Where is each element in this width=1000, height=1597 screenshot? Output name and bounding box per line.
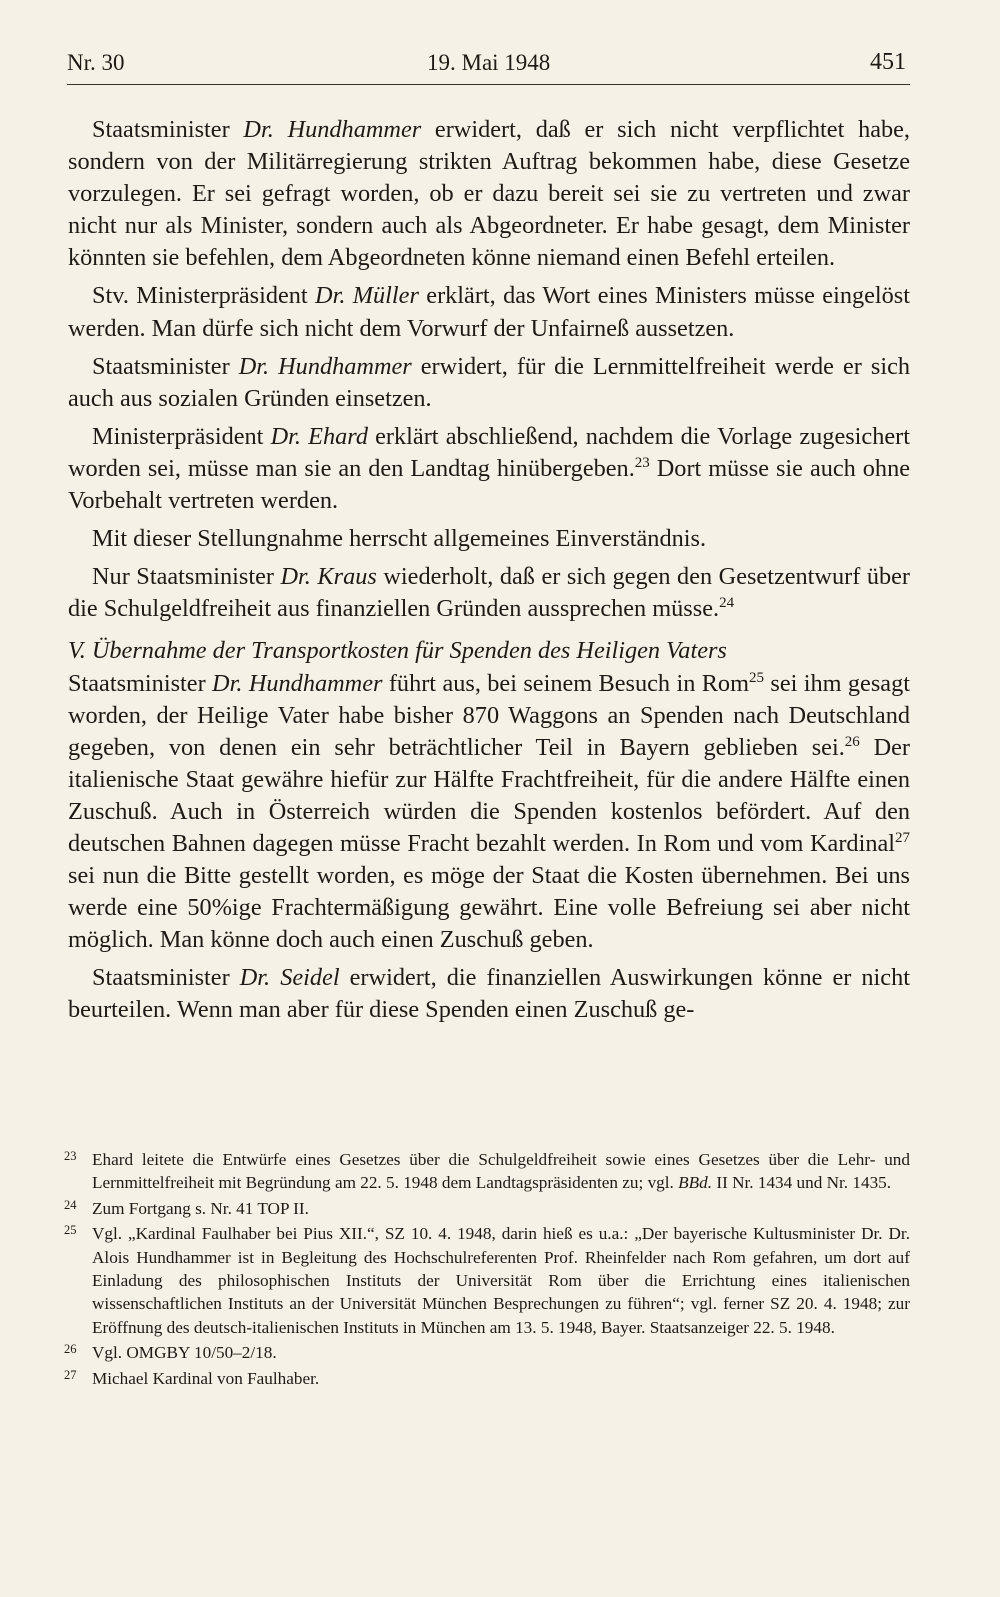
speaker-name: Hundhammer bbox=[278, 352, 412, 380]
footnote-number: 25 bbox=[64, 1223, 77, 1238]
footnote-number: 23 bbox=[64, 1149, 77, 1163]
speaker-name: Müller bbox=[352, 282, 419, 310]
title-dr: Dr. bbox=[315, 282, 346, 310]
paragraph-ehard: Ministerpräsident Dr. Ehard erklärt abschließend, nachdem die Vorlage zugesichert worden sei, müsse man sie an den Landtag hinübergeben.$^{23}$ Dort müsse sie auch ohne Vorbehalt vertreten werden. bbox=[68, 422, 911, 515]
title-dr: Dr. bbox=[280, 563, 311, 591]
title-dr: Dr. bbox=[238, 352, 270, 380]
footnote-number: 27 bbox=[64, 1367, 77, 1382]
paragraph-hundhammer-3: Staatsminister Dr. Hundhammer führt aus, bei seinem Besuch in Rom$^{25}$ sei ihm gesagt worden, der Heilige Vater habe bisher 870 Waggons an Spenden nach Deutschland gegeben, von denen ein sehr beträchtlicher Teil in Bayern geblieben sei.$^{26}$ Der italienische Staat gewähre hiefür zur Hälfte Frachtfreiheit, für die andere Hälfte einen Zuschuß. Auch in Österreich würden die Spenden kostenlos befördert. Auf den deutschen Bahnen dagegen müsse Fracht bezahlt werden. In Rom und vom Kardinal$^{27}$ sei nun die Bitte gestellt worden, es möge der Staat die Kosten übernehmen. Bei uns werde eine 50%ige Frachtermäßigung gewährt. Eine volle Befreiung sei aber nicht möglich. Man könne doch auch einen Zuschuß geben. bbox=[68, 669, 911, 954]
title-dr: Dr. bbox=[270, 422, 301, 450]
running-header bbox=[67, 44, 910, 85]
footnote-ref[interactable]: 23 bbox=[634, 454, 650, 471]
footnote-24: 24 Zum Fortgang s. Nr. 41 TOP II. bbox=[64, 1197, 910, 1220]
title-dr: Dr. bbox=[212, 669, 243, 697]
paragraph-seidel: Staatsminister Dr. Seidel erwidert, die finanziellen Auswirkungen könne er nicht beurteilen. Wenn man aber für diese Spenden einen Zuschuß ge- bbox=[68, 964, 910, 1024]
page-number: 451 bbox=[870, 49, 906, 75]
footnote-25: 25 Vgl. „Kardinal Faulhaber bei Pius XII.“, SZ 10. 4. 1948, darin hieß es u.a.: „Der bayerische Kultusminister Dr. Dr. Alois Hundhammer ist in Begleitung des Hochschulreferenten Prof. Rheinfelder nach Rom gefahren, um dort auf Einladung des philosophischen Instituts der Universität Rom über die Errichtung eines italienischen wissenschaftlichen Instituts an der Universität München Besprechungen zu führen“; vgl. ferner SZ 20. 4. 1948; zur Eröffnung des deutsch-italienischen Instituts in München am 13. 5. 1948, Bayer. Staatsanzeiger 22. 5. 1948. bbox=[64, 1222, 910, 1339]
paragraph-consensus: Mit dieser Stellungnahme herrscht allgemeines Einverständnis. bbox=[92, 525, 707, 553]
speaker-name: Kraus bbox=[317, 563, 377, 591]
footnote-ref[interactable]: 24 bbox=[719, 595, 735, 612]
footnote-ref[interactable]: 26 bbox=[844, 733, 860, 750]
header-date: 19. Mai 1948 bbox=[427, 50, 551, 75]
speaker-name: Hundhammer bbox=[248, 669, 383, 697]
title-dr: Dr. bbox=[243, 116, 274, 143]
footnote-number: 24 bbox=[64, 1197, 77, 1212]
section-heading: V. Übernahme der Transportkosten für Spenden des Heiligen Vaters bbox=[68, 637, 727, 665]
main-text bbox=[68, 114, 910, 1027]
speaker-name: Ehard bbox=[308, 422, 368, 450]
footnote-ref[interactable]: 25 bbox=[748, 669, 764, 686]
speaker-name: Hundhammer bbox=[287, 116, 422, 143]
title-dr: Dr. bbox=[239, 964, 271, 992]
issue-number: Nr. 30 bbox=[67, 50, 125, 75]
footnote-ref[interactable]: 27 bbox=[895, 829, 910, 846]
footnote-27: 27 Michael Kardinal von Faulhaber. bbox=[64, 1367, 910, 1390]
footnote-23: 23 Ehard leitete die Entwürfe eines Gesetzes über die Schulgeldfreiheit sowie eines Gesetzes über die Lehr- und Lernmittelfreiheit mit Begründung am 22. 5. 1948 dem Landtagspräsidenten zu; vgl. BBd. II Nr. 1434 und Nr. 1435. bbox=[64, 1148, 910, 1195]
footnote-number: 26 bbox=[64, 1342, 77, 1357]
paragraph-hundhammer-1: Staatsminister Dr. Hundhammer erwidert, daß er sich nicht verpflichtet habe, sondern von der Militärregierung strikten Auftrag bekommen habe, diese Gesetze vorzulegen. Er sei gefragt worden, ob er dazu bereit sei sie zu vertreten und zwar nicht nur als Minister, sondern auch als Abgeordneter. Er habe gesagt, dem Minister könnten sie befehlen, dem Abgeordneten könne niemand einen Befehl erteilen. bbox=[68, 116, 911, 272]
paragraph-mueller: Stv. Ministerpräsident Dr. Müller erklärt, das Wort eines Ministers müsse eingelöst werden. Man dürfe sich nicht dem Vorwurf der Unfairneß aussetzen. bbox=[68, 282, 911, 342]
paragraph-kraus: Nur Staatsminister Dr. Kraus wiederholt, daß er sich gegen den Gesetzentwurf über die Schulgeldfreiheit aus finanziellen Gründen aussprechen müsse.$^{24}$ bbox=[68, 563, 910, 623]
paragraph-hundhammer-2: Staatsminister Dr. Hundhammer erwidert, für die Lernmittelfreiheit werde er sich auch aus sozialen Gründen einsetzen. bbox=[68, 352, 911, 412]
footnote-26: 26 Vgl. OMGBY 10/50–2/18. bbox=[64, 1341, 910, 1364]
speaker-name: Seidel bbox=[280, 964, 340, 992]
footnotes bbox=[64, 1148, 910, 1392]
